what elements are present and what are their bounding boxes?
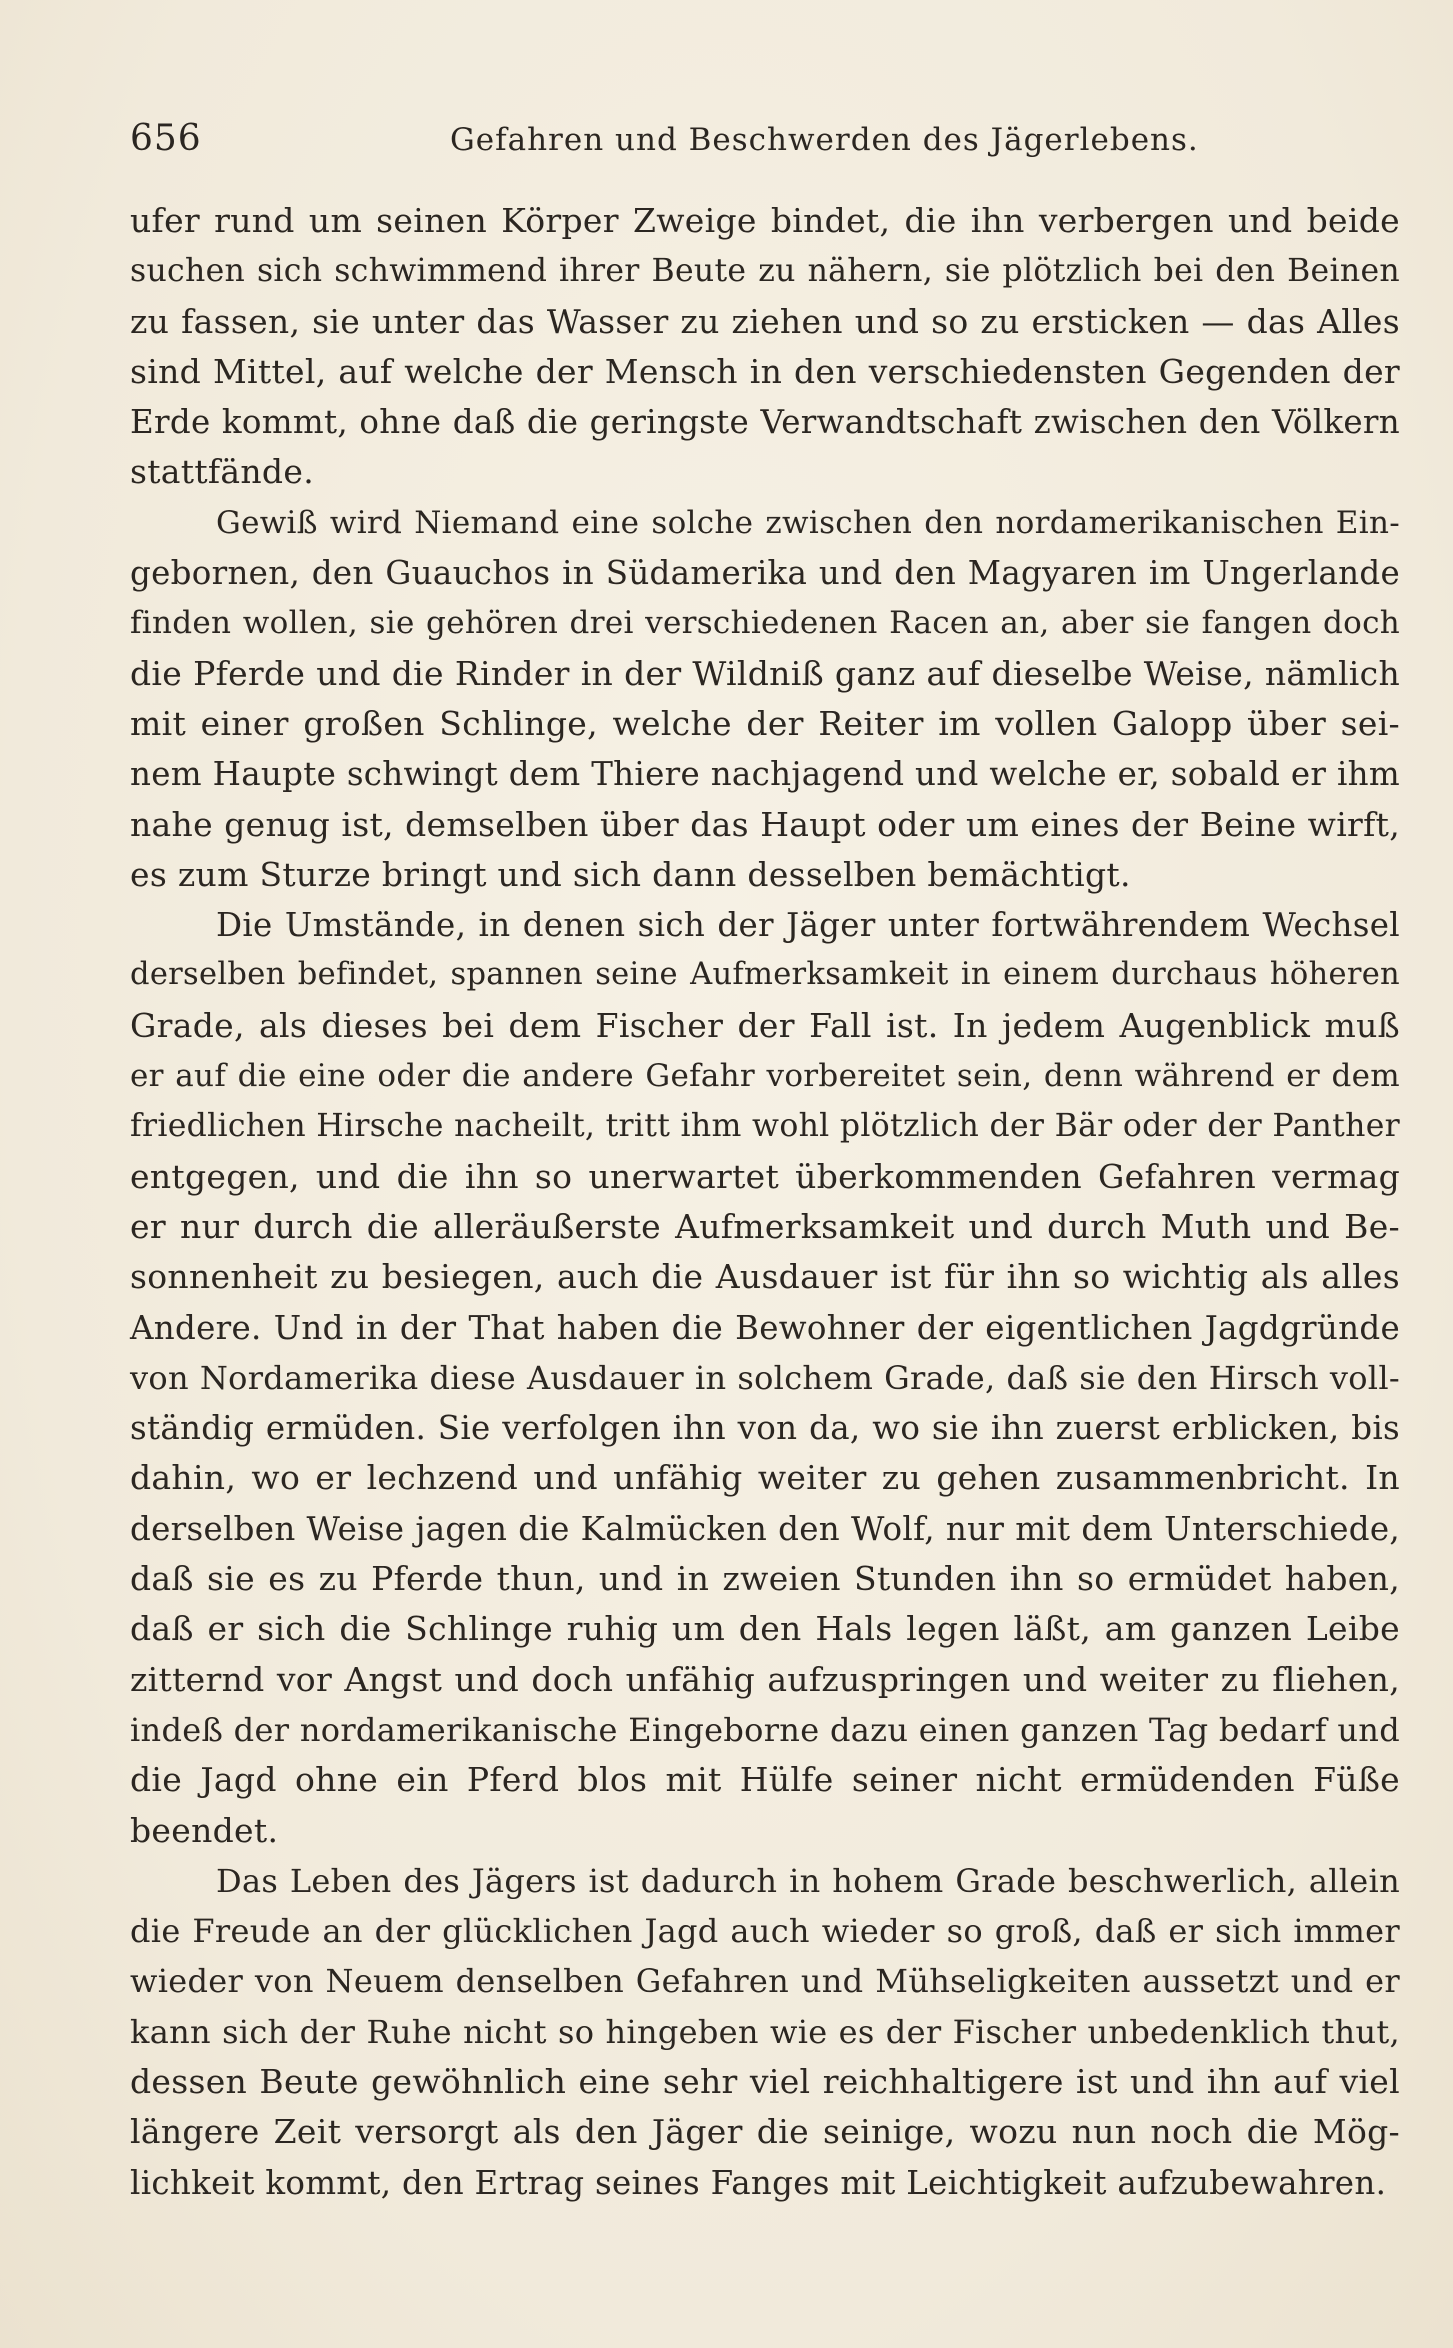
text-line: längere Zeit versorgt als den Jäger die seinige, wozu nun noch die Mög- (130, 2112, 1400, 2152)
text-line: suchen sich schwimmend ihrer Beute zu nähern, sie plötzlich bei den Beinen (130, 253, 1400, 290)
text-line: gebornen, den Guauchos in Südamerika und den Magyaren im Ungerlande (130, 554, 1400, 593)
text-line: lichkeit kommt, den Ertrag seines Fanges mit Leichtigkeit aufzubewahren. (130, 2163, 1387, 2202)
text-line: wieder von Neuem denselben Gefahren und Mühseligkeiten aussetzt und er (130, 1962, 1400, 2001)
text-line: Grade, als dieses bei dem Fischer der Fall ist. In jedem Augenblick muß (130, 1005, 1400, 1045)
text-line: ständig ermüden. Sie verfolgen ihn von da, wo sie ihn zuerst erblicken, bis (130, 1409, 1400, 1448)
text-line: beendet. (130, 1810, 279, 1850)
text-line: die Freude an der glücklichen Jagd auch wieder so groß, daß er sich immer (130, 1912, 1400, 1951)
text-line: finden wollen, sie gehören drei verschiedenen Racen an, aber sie fangen doch (130, 605, 1400, 642)
text-line: stattfände. (130, 452, 314, 492)
page-header (130, 118, 1400, 168)
text-line: die Pferde und die Rinder in der Wildniß ganz auf dieselbe Weise, nämlich (130, 653, 1400, 693)
text-line: zu fassen, sie unter das Wasser zu ziehen und so zu ersticken — das Alles (130, 301, 1400, 341)
text-line: derselben befindet, spannen seine Aufmerksamkeit in einem durchaus höheren (130, 957, 1400, 993)
text-line: Die Umstände, in denen sich der Jäger unter fortwährendem Wechsel (216, 906, 1400, 945)
text-line: mit einer großen Schlinge, welche der Reiter im vollen Galopp über sei- (130, 703, 1400, 743)
text-line: Erde kommt, ohne daß die geringste Verwandtschaft zwischen den Völkern (130, 403, 1400, 442)
text-line: indeß der nordamerikanische Eingeborne dazu einen ganzen Tag bedarf und (130, 1710, 1400, 1749)
text-line: entgegen, und die ihn so unerwartet überkommenden Gefahren vermag (130, 1156, 1400, 1196)
page-number: 656 (130, 118, 202, 159)
text-line: nem Haupte schwingt dem Thiere nachjagend und welche er, sobald er ihm (130, 755, 1400, 794)
text-line: er auf die eine oder die andere Gefahr vorbereitet sein, denn während er dem (130, 1058, 1400, 1095)
text-line: es zum Sturze bringt und sich dann desselben bemächtigt. (130, 854, 1131, 894)
body-text (130, 196, 1400, 2208)
text-line: von Nordamerika diese Ausdauer in solchem Grade, daß sie den Hirsch voll- (130, 1358, 1400, 1397)
text-line: sind Mittel, auf welche der Mensch in den verschiedensten Gegenden der (130, 351, 1400, 391)
text-line: friedlichen Hirsche nacheilt, tritt ihm wohl plötzlich der Bär oder der Panther (130, 1108, 1400, 1145)
text-line: Das Leben des Jägers ist dadurch in hohem Grade beschwerlich, allein (216, 1861, 1400, 1900)
text-line: kann sich der Ruhe nicht so hingeben wie es der Fischer unbedenklich thut, (130, 2012, 1400, 2051)
text-line: er nur durch die alleräußerste Aufmerksamkeit und durch Muth und Be- (130, 1206, 1400, 1246)
text-line: dahin, wo er lechzend und unfähig weiter zu gehen zusammenbricht. In (130, 1458, 1400, 1498)
text-line: Gewiß wird Niemand eine solche zwischen den nordamerikanischen Ein- (216, 504, 1400, 541)
text-line: derselben Weise jagen die Kalmücken den Wolf, nur mit dem Unterschiede, (130, 1509, 1400, 1548)
text-line: Andere. Und in der That haben die Bewohner der eigentlichen Jagdgründe (130, 1308, 1400, 1347)
text-line: zitternd vor Angst und doch unfähig aufzuspringen und weiter zu fliehen, (130, 1659, 1400, 1699)
text-line: daß sie es zu Pferde thun, und in zweien Stunden ihn so ermüdet haben, (130, 1559, 1400, 1599)
text-line: ufer rund um seinen Körper Zweige bindet, die ihn verbergen und beide (130, 201, 1400, 240)
text-line: nahe genug ist, demselben über das Haupt oder um eines der Beine wirft, (130, 804, 1400, 844)
text-line: sonnenheit zu besiegen, auch die Ausdauer ist für ihn so wichtig als alles (130, 1257, 1400, 1297)
text-line: dessen Beute gewöhnlich eine sehr viel reichhaltigere ist und ihn auf viel (130, 2061, 1400, 2101)
running-head: Gefahren und Beschwerden des Jägerlebens. (450, 122, 1199, 158)
text-line: die Jagd ohne ein Pferd blos mit Hülfe seiner nicht ermüdenden Füße (130, 1760, 1400, 1800)
text-line: daß er sich die Schlinge ruhig um den Hals legen läßt, am ganzen Leibe (130, 1609, 1400, 1649)
